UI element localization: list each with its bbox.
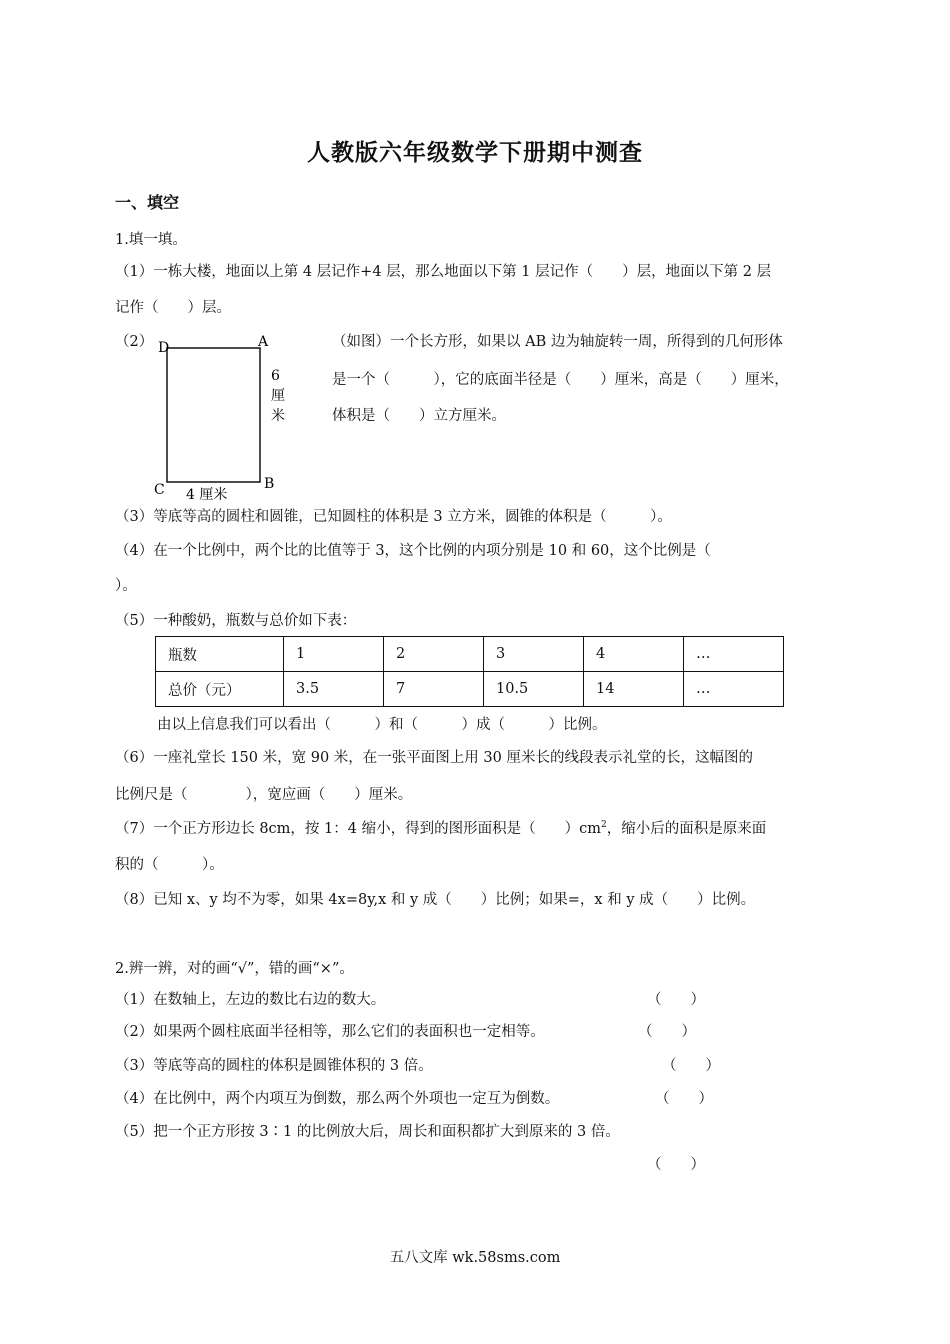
answer-parens-4: （ ） (655, 1091, 713, 1107)
answer-parens-1: （ ） (647, 992, 705, 1008)
answer-parens-2: （ ） (638, 1024, 696, 1040)
q1-part4-line1: （4）在一个比例中，两个比的比值等于 3，这个比例的内项分别是 10 和 60，这个比例是（ (115, 543, 711, 559)
answer-parens-5: （ ） (647, 1157, 705, 1173)
q1-part7-line1 (115, 817, 766, 838)
side-length-unit-2: 米 (271, 408, 285, 424)
superscript-2: 2 (600, 820, 607, 831)
q1-part2-label: （2） (115, 334, 154, 350)
section-heading-fill-blanks: 一、填空 (115, 193, 180, 212)
table-cell: 3 (484, 637, 584, 672)
rectangle-diagram (148, 332, 298, 507)
q1-part4-line2: ）。 (115, 578, 137, 594)
q2-item-1: （1）在数轴上，左边的数比右边的数大。 (115, 992, 386, 1008)
q1-part2-line2: 是一个（ ），它的底面半径是（ ）厘米，高是（ ）厘米， (332, 372, 789, 388)
bottom-length-label: 4 厘米 (186, 487, 228, 503)
table-row (156, 672, 784, 707)
table-cell: … (684, 672, 784, 707)
q2-item-5: （5）把一个正方形按 3∶1 的比例放大后，周长和面积都扩大到原来的 3 倍。 (115, 1124, 620, 1140)
table-cell: 4 (584, 637, 684, 672)
table-cell: 10.5 (484, 672, 584, 707)
q1-part8: （8）已知 x、y 均不为零，如果 4x=8y,x 和 y 成（ ）比例；如果=，x 和 y 成（ ）比例。 (115, 892, 756, 908)
q1-part3: （3）等底等高的圆柱和圆锥，已知圆柱的体积是 3 立方米，圆锥的体积是（ ）。 (115, 509, 672, 525)
answer-parens-3: （ ） (662, 1058, 720, 1074)
vertex-a: A (258, 334, 269, 350)
vertex-d: D (158, 340, 170, 356)
q1-part6-line2: 比例尺是（ ），宽应画（ ）厘米。 (115, 787, 413, 803)
rectangle-shape (167, 348, 260, 482)
q1-part5: （5）一种酸奶，瓶数与总价如下表： (115, 613, 357, 629)
q1-part5-conclusion: 由以上信息我们可以看出（ ）和（ ）成（ ）比例。 (157, 717, 607, 733)
q1-part7-text-end: ，缩小后的面积是原来面 (606, 821, 767, 837)
table-cell: 总价（元） (156, 672, 284, 707)
table-cell: 2 (384, 637, 484, 672)
table-row (156, 637, 784, 672)
table-cell: … (684, 637, 784, 672)
table-cell: 1 (284, 637, 384, 672)
yogurt-price-table (155, 636, 784, 707)
q1-part1-line1: （1）一栋大楼，地面以上第 4 层记作+4 层，那么地面以下第 1 层记作（ ）层，地面以下第 2 层 (115, 264, 772, 280)
side-length-number: 6 (271, 368, 280, 384)
table-cell: 3.5 (284, 672, 384, 707)
q2-item-3: （3）等底等高的圆柱的体积是圆锥体积的 3 倍。 (115, 1058, 433, 1074)
question-2-label: 2.辨一辨，对的画“√”，错的画“×”。 (115, 961, 354, 977)
q1-part2-line1: （如图）一个长方形，如果以 AB 边为轴旋转一周，所得到的几何形体 (332, 334, 783, 350)
q1-part6-line1: （6）一座礼堂长 150 米，宽 90 米，在一张平面图上用 30 厘米长的线段表示礼堂的长，这幅图的 (115, 750, 753, 766)
vertex-c: C (154, 482, 165, 498)
q1-part7-line2: 积的（ ）。 (115, 857, 224, 873)
vertex-b: B (264, 476, 275, 492)
question-1-label: 1.填一填。 (115, 232, 187, 248)
side-length-unit-1: 厘 (271, 388, 285, 404)
page-title: 人教版六年级数学下册期中测查 (307, 139, 643, 166)
table-cell: 7 (384, 672, 484, 707)
footer-watermark: 五八文库 wk.58sms.com (389, 1250, 561, 1266)
q2-item-4: （4）在比例中，两个内项互为倒数，那么两个外项也一定互为倒数。 (115, 1091, 560, 1107)
q1-part1-line2: 记作（ ）层。 (115, 300, 231, 316)
table-cell: 瓶数 (156, 637, 284, 672)
q2-item-2: （2）如果两个圆柱底面半径相等，那么它们的表面积也一定相等。 (115, 1024, 545, 1040)
table-cell: 14 (584, 672, 684, 707)
q1-part2-line3: 体积是（ ）立方厘米。 (332, 408, 506, 424)
q1-part7-text: （7）一个正方形边长 8cm，按 1：4 缩小，得到的图形面积是（ ）cm (115, 821, 601, 837)
rectangle-figure (148, 332, 298, 511)
